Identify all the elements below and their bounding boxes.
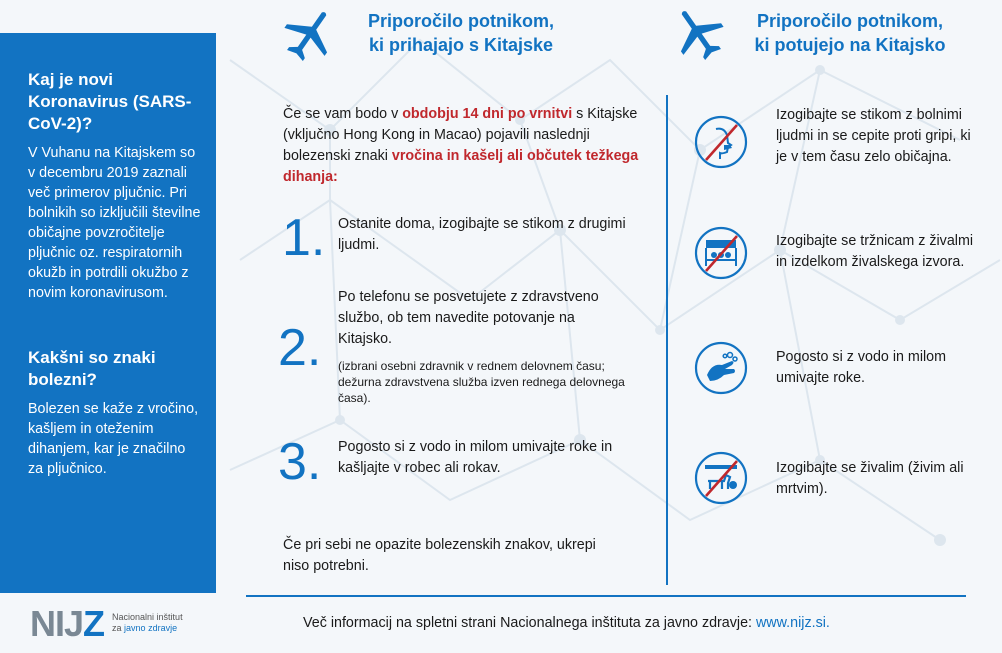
no-contact-sick-icon bbox=[694, 115, 748, 169]
step-2-note: (izbrani osebni zdravnik v rednem delovnem času; dežurna zdravstvena služba izven rednega delovnega časa). bbox=[338, 359, 625, 405]
advice-4-text: Izogibajte se živalim (živim ali mrtvim). bbox=[776, 460, 964, 497]
footer-rule bbox=[246, 595, 966, 597]
intro-red1: obdobju 14 dni po vrnitvi bbox=[402, 106, 573, 122]
logo-mark-a: NIJ bbox=[30, 603, 84, 644]
left-closing: Če pri sebi ne opazite bolezenskih znakov, ukrepi niso potrebni. bbox=[283, 537, 596, 574]
nijz-logo bbox=[30, 603, 183, 644]
logo-mark-b: Z bbox=[83, 603, 105, 644]
footer-link[interactable]: www.nijz.si. bbox=[755, 615, 830, 631]
left-heading-line1: Priporočilo potnikom, bbox=[367, 11, 554, 31]
sidebar-question-symptoms: Kakšni so znaki bolezni? bbox=[28, 348, 156, 389]
intro-red2: vročina in kašelj ali občutek težkega dihanja: bbox=[283, 148, 639, 185]
info-sidebar bbox=[0, 33, 216, 593]
right-heading-line1: Priporočilo potnikom, bbox=[756, 11, 943, 31]
no-market-icon bbox=[694, 226, 748, 280]
footer-text: Več informacij na spletni strani Nacionalnega inštituta za javno zdravje: bbox=[303, 615, 756, 631]
plane-arriving-icon bbox=[281, 6, 339, 62]
right-heading-line2: ki potujejo na Kitajsko bbox=[754, 35, 946, 55]
logo-mark bbox=[30, 603, 105, 644]
advice-2-text: Izogibajte se tržnicam z živalmi in izdelkom živalskega izvora. bbox=[776, 233, 974, 270]
intro-part1: Če se vam bodo v bbox=[283, 106, 403, 122]
logo-line1: Nacionalni inštitut bbox=[112, 612, 183, 622]
left-intro bbox=[283, 104, 643, 188]
hand-washing-icon bbox=[694, 341, 748, 395]
step-3-number: 3. bbox=[278, 433, 322, 491]
logo-line2b: javno zdravje bbox=[124, 623, 178, 633]
no-animals-icon bbox=[694, 451, 748, 505]
advice-1-text: Izogibajte se stikom z bolnimi ljudmi in se cepite proti gripi, ki je v tem času zelo običajna. bbox=[776, 107, 971, 165]
step-1-text: Ostanite doma, izogibajte se stikom z drugimi ljudmi. bbox=[338, 216, 626, 253]
step-2-block bbox=[338, 287, 628, 406]
left-heading-line2: ki prihajajo s Kitajske bbox=[368, 35, 554, 55]
logo-line2a: za bbox=[112, 623, 125, 633]
footer bbox=[303, 613, 830, 633]
logo-text bbox=[112, 612, 183, 634]
plane-departing-icon bbox=[670, 4, 726, 62]
step-3-text: Pogosto si z vodo in milom umivajte roke in kašljajte v robec ali rokav. bbox=[338, 439, 613, 476]
sidebar-question-what: Kaj je novi Koronavirus (SARS-CoV-2)? bbox=[28, 70, 192, 133]
step-2-number: 2. bbox=[278, 319, 322, 377]
sidebar-answer-symptoms: Bolezen se kaže z vročino, kašljem in oteženim dihanjem, kar je značilno za pljučnico. bbox=[28, 401, 199, 477]
column-divider bbox=[666, 95, 668, 585]
step-1-number: 1. bbox=[282, 209, 326, 267]
right-heading bbox=[728, 9, 972, 57]
left-heading bbox=[346, 9, 576, 57]
advice-3-text: Pogosto si z vodo in milom umivajte roke. bbox=[776, 349, 947, 386]
sidebar-answer-what: V Vuhanu na Kitajskem so v decembru 2019 zaznali več primerov pljučnic. Pri bolnikih so izključili številne običajne povzročitelje pljučnic oz. respiratornih okužb in potrdili okužbo z novim koronavirusom. bbox=[28, 145, 201, 301]
intro-part2: s Kitajske (vključno Hong Kong in Macao) pojavili naslednji bolezenski znaki bbox=[283, 106, 638, 164]
step-2-text: Po telefonu se posvetujete z zdravstveno službo, ob tem navedite potovanje na Kitajsko. bbox=[338, 289, 599, 347]
